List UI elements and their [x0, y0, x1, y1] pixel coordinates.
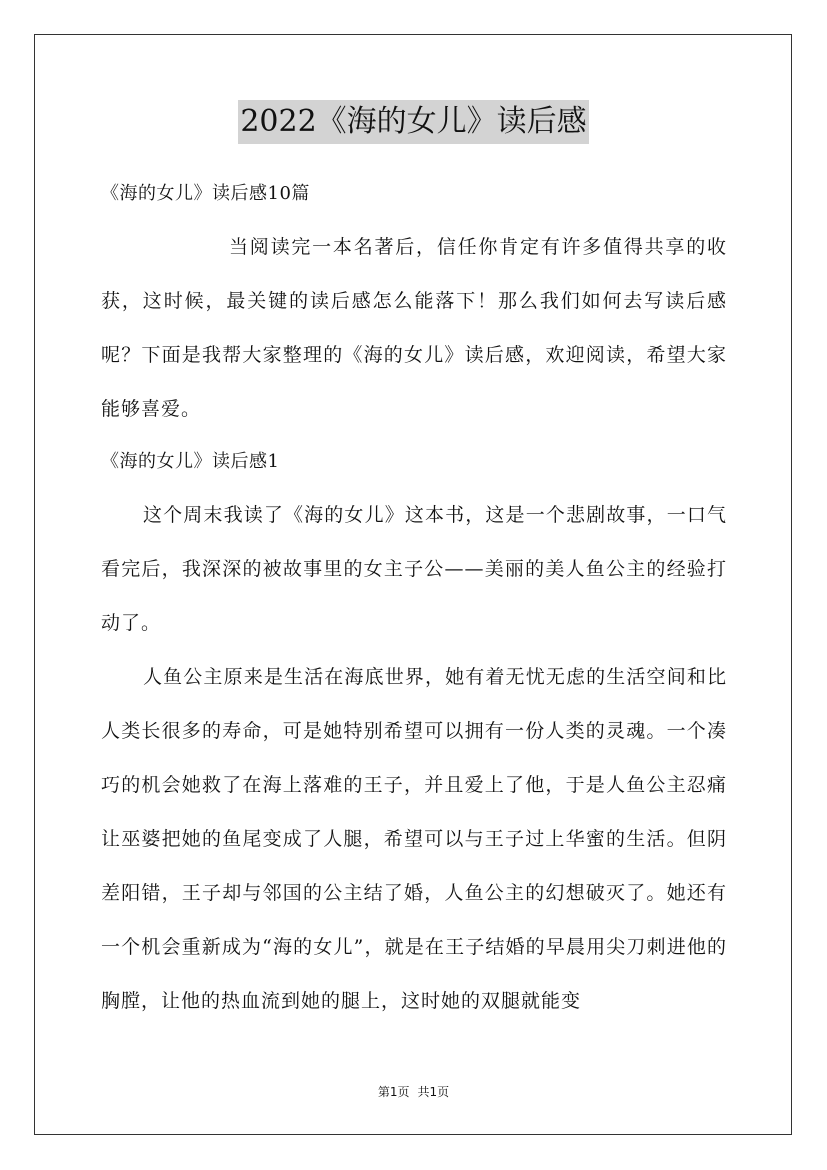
page-number: 第1页: [377, 1085, 410, 1099]
document-subtitle: 《海的女儿》读后感10篇: [101, 183, 310, 204]
page-footer: [0, 1083, 827, 1100]
body-paragraph-1: 这个周末我读了《海的女儿》这本书，这是一个悲剧故事，一口气看完后，我深深的被故事里的女主子公——美丽的美人鱼公主的经验打动了。: [101, 504, 727, 634]
page-total: 共1页: [417, 1085, 450, 1099]
section-heading: 《海的女儿》读后感1: [101, 451, 280, 472]
body-paragraph-2: 人鱼公主原来是生活在海底世界，她有着无忧无虑的生活空间和比人类长很多的寿命，可是她特别希望可以拥有一份人类的灵魂。一个凑巧的机会她救了在海上落难的王子，并且爱上了他，于是人鱼公主忍痛让巫婆把她的鱼尾变成了人腿，希望可以与王子过上华蜜的生活。但阴差阳错，王子却与邻国的公主结了婚，人鱼公主的幻想破灭了。她还有一个机会重新成为“海的女儿”，就是在王子结婚的早晨用尖刀刺进他的胸膛，让他的热血流到她的腿上，这时她的双腿就能变: [101, 666, 727, 1012]
intro-paragraph: 当阅读完一本名著后，信任你肯定有许多值得共享的收获，这时候，最关键的读后感怎么能落下！那么我们如何去写读后感呢？下面是我帮大家整理的《海的女儿》读后感，欢迎阅读，希望大家能够喜爱。: [101, 236, 727, 420]
document-body: [101, 168, 727, 1028]
title-wrap: [0, 100, 827, 144]
document-title: 2022《海的女儿》读后感: [238, 100, 588, 144]
